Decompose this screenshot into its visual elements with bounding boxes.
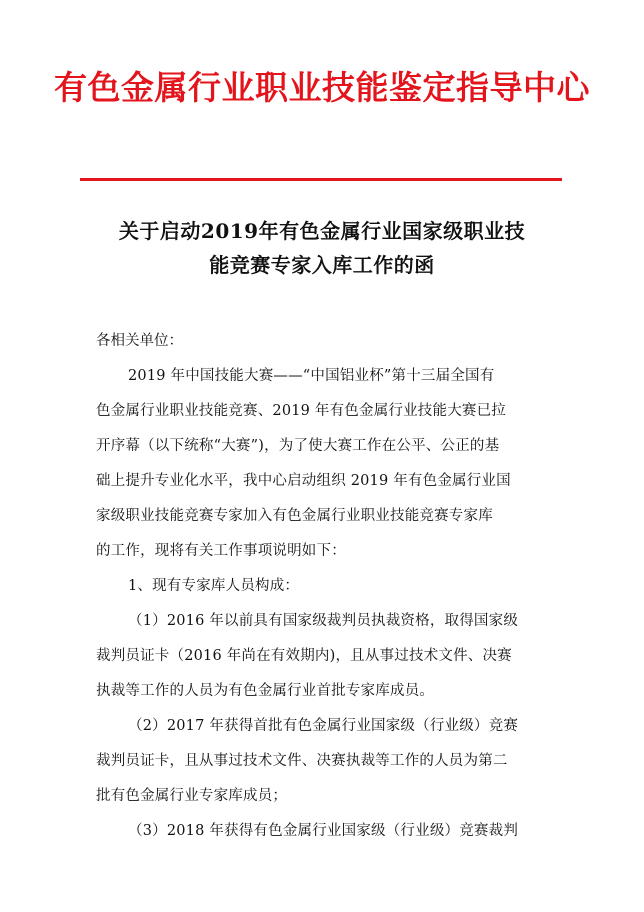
document-title <box>90 214 554 282</box>
body-line: （3）2018 年获得有色金属行业国家级（行业级）竞赛裁判 <box>128 823 519 839</box>
body-line: 础上提升专业化水平，我中心启动组织 2019 年有色金属行业国 <box>96 473 511 489</box>
section-heading: 1、现有专家库人员构成： <box>128 578 300 594</box>
title-line-2: 能竞赛专家入库工作的函 <box>209 253 435 277</box>
body-line: （1）2016 年以前具有国家级裁判员执裁资格，取得国家级 <box>128 613 519 629</box>
body-line: 2019 年中国技能大赛——“中国铝业杯”第十三届全国有 <box>128 368 495 384</box>
body-line: 裁判员证卡（2016 年尚在有效期内)，且从事过技术文件、决赛 <box>96 648 512 664</box>
red-divider-line <box>80 178 562 181</box>
body-line: 家级职业技能竞赛专家加入有色金属行业职业技能竞赛专家库 <box>96 508 493 524</box>
organization-header: 有色金属行业职业技能鉴定指导中心 <box>54 68 590 107</box>
title-line-1: 关于启动2019年有色金属行业国家级职业技 <box>118 219 526 243</box>
body-line: 开序幕（以下统称“大赛”)，为了使大赛工作在公平、公正的基 <box>96 438 500 454</box>
body-line: 裁判员证卡，且从事过技术文件、决赛执裁等工作的人员为第二 <box>96 753 508 769</box>
body-line: 执裁等工作的人员为有色金属行业首批专家库成员。 <box>96 683 435 699</box>
body-line: 色金属行业职业技能竞赛、2019 年有色金属行业技能大赛已拉 <box>96 403 507 419</box>
salutation: 各相关单位： <box>96 333 183 349</box>
body-line: 批有色金属行业专家库成员； <box>96 788 288 804</box>
body-line: 的工作，现将有关工作事项说明如下： <box>96 543 346 559</box>
body-line: （2）2017 年获得首批有色金属行业国家级（行业级）竞赛 <box>128 718 519 734</box>
